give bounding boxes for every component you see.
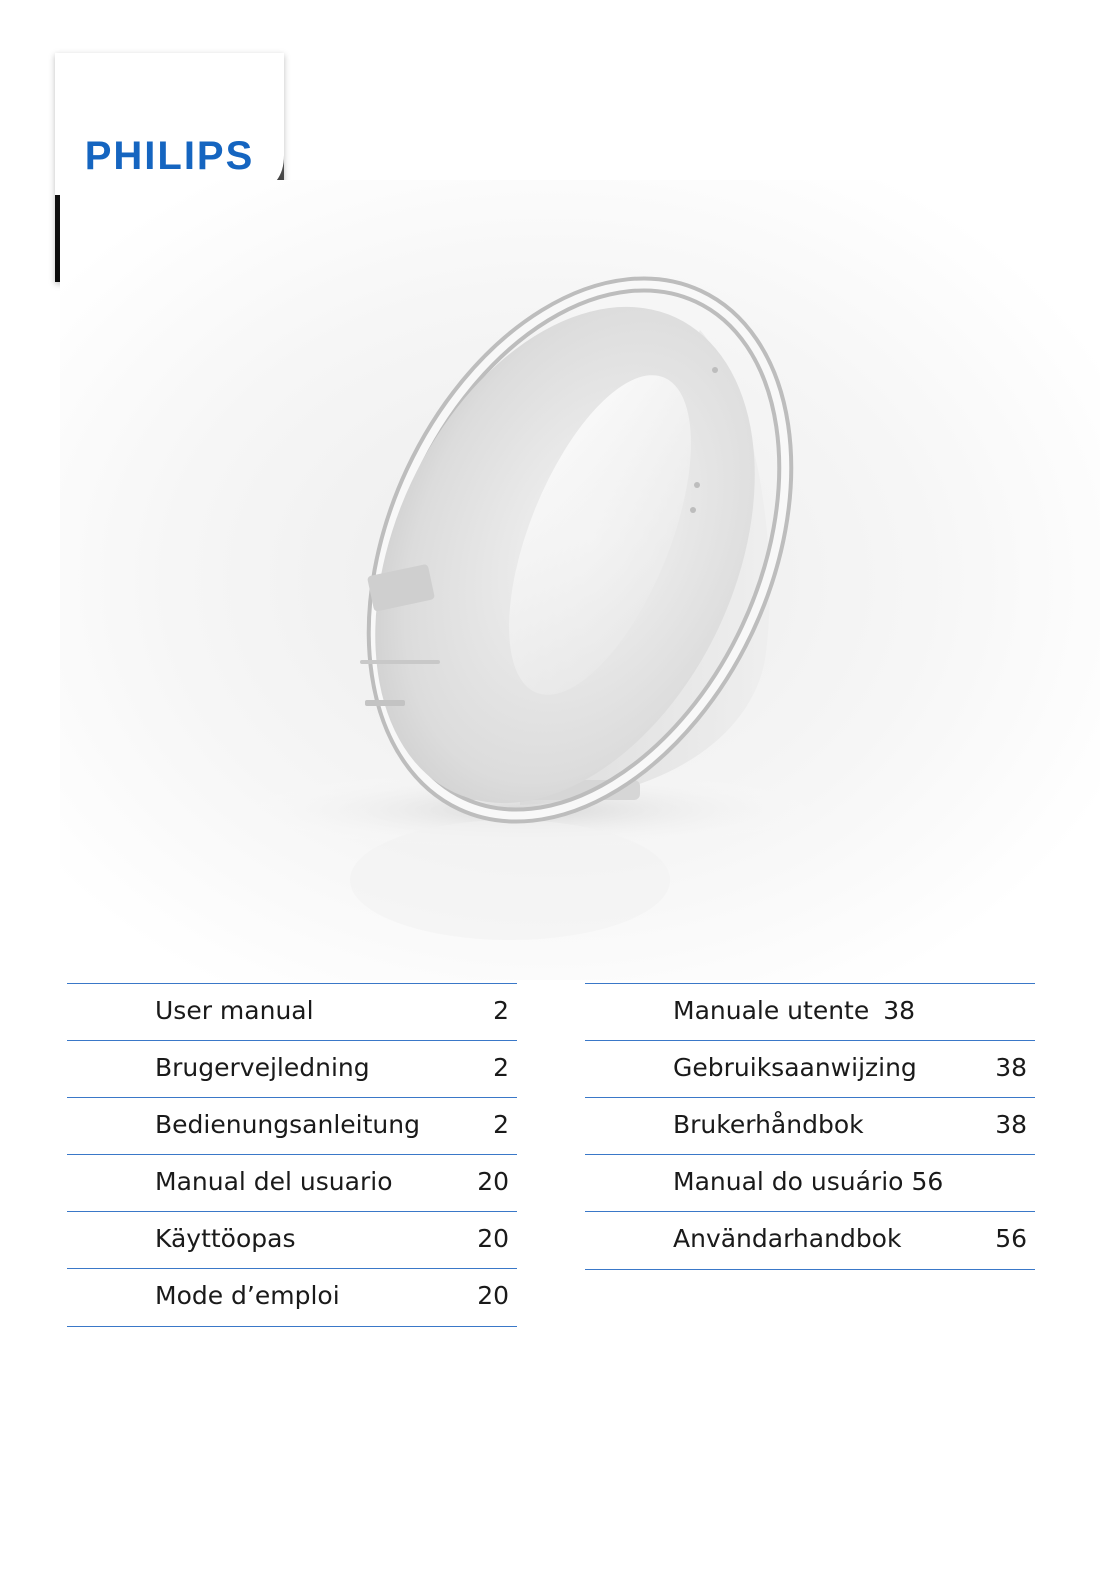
language-label: Manual del usuario [155,1167,393,1196]
language-row[interactable] [67,1097,517,1154]
language-list-right [585,983,1035,1270]
language-row[interactable] [67,1040,517,1097]
page-number: 38 [995,1110,1027,1139]
language-row[interactable] [67,1154,517,1211]
page-number: 20 [477,1281,509,1310]
product-image [60,180,1100,980]
language-row[interactable] [67,1268,517,1327]
page-number: 2 [493,1053,509,1082]
page-number: 56 [911,1167,944,1196]
logo-wordmark: PHILIPS [84,134,255,178]
language-label: User manual [155,996,314,1025]
page-number: 38 [995,1053,1027,1082]
language-row[interactable] [67,983,517,1040]
language-row[interactable] [585,1097,1035,1154]
language-row[interactable] [585,983,1035,1040]
language-row[interactable] [67,1211,517,1268]
language-label: Gebruiksaanwijzing [673,1053,917,1082]
language-label: Käyttöopas [155,1224,296,1253]
page-number: 2 [493,996,509,1025]
language-label: Bedienungsanleitung [155,1110,420,1139]
language-label [673,996,915,1026]
page-number: 38 [883,996,916,1025]
language-label-text: Manuale utente [673,996,870,1025]
language-label [673,1167,943,1197]
language-row[interactable] [585,1211,1035,1270]
language-row[interactable] [585,1154,1035,1211]
language-row[interactable] [585,1040,1035,1097]
language-label: Användarhandbok [673,1224,902,1253]
page-number: 20 [477,1167,509,1196]
language-label: Brukerhåndbok [673,1110,864,1139]
language-list-left [67,983,517,1327]
language-label: Mode d’emploi [155,1281,340,1310]
language-label-text: Manual do usuário [673,1167,904,1196]
language-label: Brugervejledning [155,1053,370,1082]
page-number: 20 [477,1224,509,1253]
page-number: 2 [493,1110,509,1139]
page-number: 56 [995,1224,1027,1253]
